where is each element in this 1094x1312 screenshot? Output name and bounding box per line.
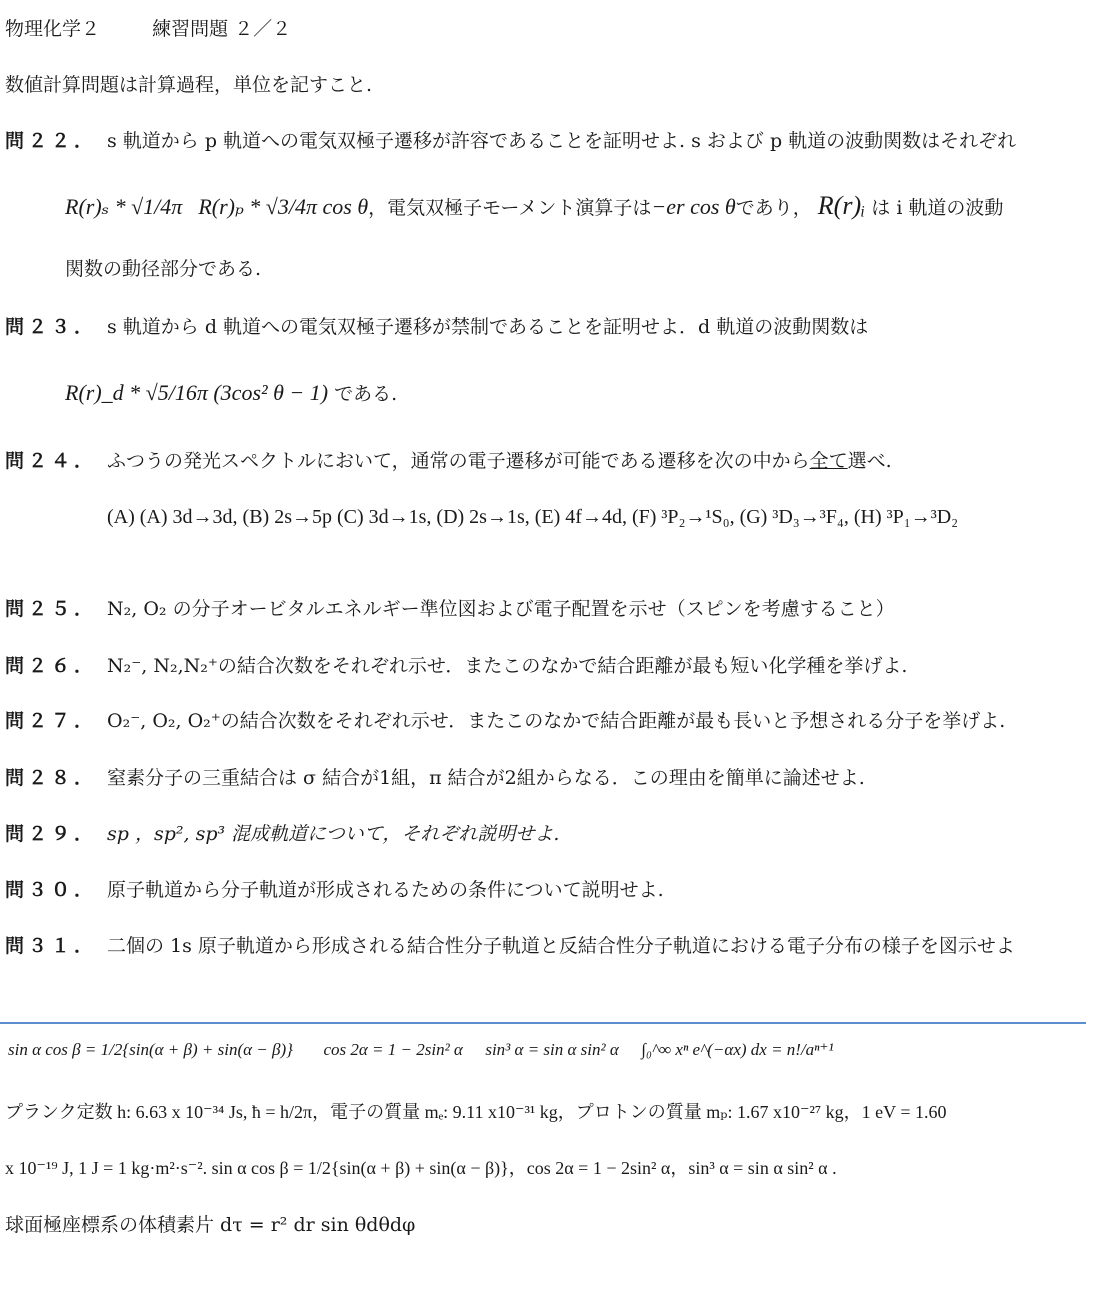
course-name: 物理化学２ [5,18,101,40]
question-text: s 軌道から d 軌道への電気双極子遷移が禁制であることを証明せよ．d 軌道の波動関数は [107,316,869,338]
question-text-end: 選べ. [847,450,892,472]
emphasis-underlined: 全て [809,450,848,472]
question-label: 問２２． [5,130,98,152]
constants-line-2: x 10⁻¹⁹ J, 1 J = 1 kg·m²·s⁻². sin α cos β = 1/2{sin(α + β) + sin(α − β)}，cos 2α = 1 − 2sin² α，sin³ α = sin α sin² α . [5,1158,837,1178]
formula-p-orbital: R(r)ₚ * √3/4π cos θ [198,194,369,219]
question-22 [5,130,1016,153]
question-25 [5,598,895,621]
question-text: N₂, O₂ の分子オービタルエネルギー準位図および電子配置を示せ（スピンを考慮すること） [107,598,895,620]
question-24 [5,450,892,473]
question-31 [5,935,1015,958]
question-text: ふつうの発光スペクトルにおいて，通常の電子遷移が可能である遷移を次の中から [107,450,810,472]
formula-s-orbital: R(r)ₛ * √1/4π [65,194,183,219]
question-23 [5,316,868,339]
formula-row [8,1040,834,1060]
question-label: 問２９． [5,823,98,845]
question-22-cont: 関数の動径部分である. [65,258,262,280]
question-label: 問３１． [5,935,98,957]
page-title [5,18,291,41]
question-label: 問２３． [5,316,98,338]
question-label: 問２６． [5,655,98,677]
question-text: sp ，sp², sp³ 混成軌道について，それぞれ説明せよ. [107,823,560,845]
question-text: 窒素分子の三重結合は σ 結合が1組，π 結合が2組からなる．この理由を簡単に論述せよ. [107,767,865,789]
volume-element: 球面極座標系の体積素片 dτ = r² dr sin θdθdφ [5,1214,416,1236]
question-text: N₂⁻, N₂,N₂⁺の結合次数をそれぞれ示せ．またこのなかで結合距離が最も短い化学種を挙げよ. [107,655,908,677]
question-28 [5,767,865,790]
question-label: 問２８． [5,767,98,789]
constants-line-1: プランク定数 h: 6.63 x 10⁻³⁴ Js, ħ = h/2π，電子の質量 mₑ: 9.11 x10⁻³¹ kg，プロトンの質量 mₚ: 1.67 x10⁻²⁷ kg，1 eV = 1.60 [5,1102,947,1122]
question-29 [5,823,559,846]
question-label: 問２５． [5,598,98,620]
question-22-formula-line [65,190,1003,221]
formula-integral: ∫₀^∞ xⁿ e^(−αx) dx = n!/aⁿ⁺¹ [641,1040,834,1059]
question-26 [5,655,907,678]
question-text: 二個の 1s 原子軌道から形成される結合性分子軌道と反結合性分子軌道における電子分布の様子を図示せよ [107,935,1015,957]
question-label: 問２４． [5,450,98,472]
formula-radial: R(r)ᵢ [817,191,866,220]
question-27 [5,710,1005,733]
question-text-2: s および p 軌道の波動関数はそれぞれ [691,130,1017,152]
question-text-4: であり， [735,197,812,219]
question-label: 問２７． [5,710,98,732]
instruction: 数値計算問題は計算過程，単位を記すこと. [5,74,373,96]
formula-d-orbital: R(r)_d * √5/16π (3cos² θ − 1) [65,380,329,405]
dipole-operator: −er cos θ [651,194,736,219]
question-23-formula-line [65,380,397,406]
formula-double-angle: cos 2α = 1 − 2sin² α [323,1040,463,1059]
question-label: 問３０． [5,879,98,901]
formula-cube: sin³ α = sin α sin² α [485,1040,619,1059]
question-30 [5,879,664,902]
question-text: s 軌道から p 軌道への電気双極子遷移が許容であることを証明せよ. [107,130,686,152]
question-24-choices: (A) (A) 3d→3d, (B) 2s→5p (C) 3d→1s, (D) 2s→1s, (E) 4f→4d, (F) ³P₂→¹S₀, (G) ³D₃→³F₄, (H) ³P₁→³D₂ [107,506,959,528]
question-text-3: ，電気双極子モーメント演算子は [368,197,652,219]
question-text-2: である. [334,383,398,405]
question-text-5: は i 軌道の波動 [871,197,1004,219]
formula-product-to-sum: sin α cos β = 1/2{sin(α + β) + sin(α − β)} [8,1040,293,1059]
section-divider [0,1022,1086,1024]
sheet-title: 練習問題 ２／２ [152,18,292,40]
question-text: O₂⁻, O₂, O₂⁺の結合次数をそれぞれ示せ．またこのなかで結合距離が最も長いと予想される分子を挙げよ. [107,710,1006,732]
question-text: 原子軌道から分子軌道が形成されるための条件について説明せよ. [107,879,664,901]
